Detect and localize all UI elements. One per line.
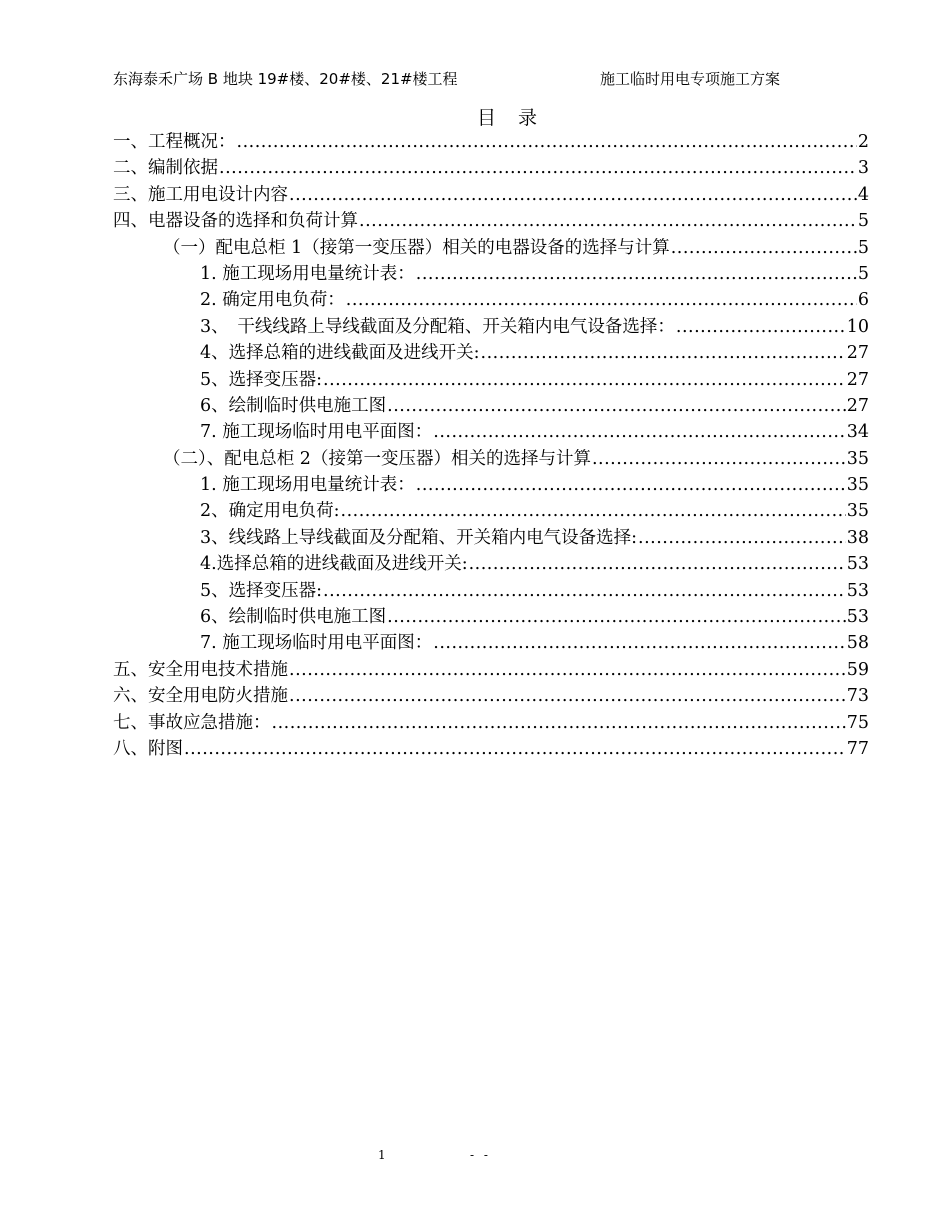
toc-entry[interactable] — [113, 683, 869, 709]
toc-entry-title: 2. 确定用电负荷： — [200, 290, 345, 311]
toc-entry-title: 四、电器设备的选择和负荷计算 — [113, 211, 358, 232]
toc-dot-leader — [219, 155, 857, 181]
toc-entry-page-number: 59 — [846, 659, 869, 680]
toc-entry[interactable] — [113, 261, 869, 287]
toc-entry[interactable] — [113, 393, 869, 419]
toc-entry-page-number: 34 — [846, 422, 869, 443]
toc-entry[interactable] — [113, 578, 869, 604]
toc-entry-page-number: 10 — [846, 316, 869, 337]
toc-dot-leader — [433, 419, 845, 445]
toc-dot-leader — [676, 314, 846, 340]
toc-entry-title: 五、安全用电技术措施 — [113, 659, 288, 680]
toc-dot-leader — [416, 472, 846, 498]
toc-dot-leader — [592, 446, 846, 472]
toc-dot-leader — [323, 578, 846, 604]
toc-entry-title: 6、绘制临时供电施工图 — [200, 607, 387, 628]
toc-dot-leader — [469, 551, 846, 577]
toc-entry-page-number: 6 — [857, 290, 869, 311]
toc-entry-page-number: 5 — [857, 263, 869, 284]
footer-page-number: 1 — [378, 1148, 386, 1162]
header-document-name: 施工临时用电专项施工方案 — [600, 70, 781, 88]
toc-entry[interactable] — [113, 630, 869, 656]
toc-entry[interactable] — [113, 340, 869, 366]
toc-entry[interactable] — [113, 367, 869, 393]
toc-entry-title: 二、编制依据 — [113, 158, 218, 179]
toc-entry[interactable] — [113, 525, 869, 551]
toc-dot-leader — [289, 657, 846, 683]
page-header — [113, 68, 813, 90]
toc-entry[interactable] — [113, 657, 869, 683]
toc-entry[interactable] — [113, 235, 869, 261]
toc-entry-title: 一、工程概况： — [113, 132, 236, 152]
toc-dot-leader — [416, 261, 857, 287]
toc-entry-page-number: 73 — [846, 686, 869, 707]
toc-entry-page-number: 35 — [846, 475, 869, 496]
toc-entry-page-number: 53 — [846, 554, 869, 575]
toc-dot-leader — [346, 287, 857, 313]
toc-entry-page-number: 27 — [846, 343, 869, 364]
toc-entry-title: 5、选择变压器: — [200, 369, 323, 390]
toc-entry[interactable] — [113, 419, 869, 445]
toc-dot-leader — [481, 340, 846, 366]
toc-dot-leader — [638, 525, 846, 551]
toc-dot-leader — [237, 129, 857, 155]
toc-dot-leader — [184, 736, 846, 762]
toc-dot-leader — [323, 367, 846, 393]
toc-entry[interactable] — [113, 604, 869, 630]
toc-entry[interactable] — [113, 551, 869, 577]
toc-entry[interactable] — [113, 498, 869, 524]
toc-entry-page-number: 53 — [846, 580, 869, 601]
toc-entry[interactable] — [113, 314, 869, 340]
toc-dot-leader — [289, 683, 846, 709]
toc-entry-page-number: 38 — [846, 527, 869, 548]
toc-entry[interactable] — [113, 208, 869, 234]
toc-entry-page-number: 53 — [846, 607, 869, 628]
toc-entry-title: 1. 施工现场用电量统计表： — [200, 263, 415, 284]
toc-entry[interactable] — [113, 155, 869, 181]
toc-entry-title: 七、事故应急措施： — [113, 712, 271, 733]
toc-entry-page-number: 35 — [846, 448, 869, 469]
toc-entry-page-number: 2 — [857, 132, 869, 152]
toc-entry-title: 1. 施工现场用电量统计表： — [200, 475, 415, 496]
toc-title: 目 录 — [476, 107, 546, 129]
toc-entry-title: 2、确定用电负荷: — [200, 501, 340, 522]
toc-entry-title: 六、安全用电防火措施 — [113, 686, 288, 707]
table-of-contents — [113, 129, 869, 762]
toc-dot-leader — [433, 630, 845, 656]
toc-entry-page-number: 75 — [846, 712, 869, 733]
toc-entry-title: 6、绘制临时供电施工图 — [200, 395, 387, 416]
toc-entry-page-number: 35 — [846, 501, 869, 522]
toc-entry-page-number: 77 — [846, 738, 869, 759]
toc-entry-title: 7. 施工现场临时用电平面图： — [200, 422, 433, 443]
toc-entry[interactable] — [113, 182, 869, 208]
toc-entry-title: 7. 施工现场临时用电平面图： — [200, 633, 433, 654]
toc-dot-leader — [359, 208, 857, 234]
toc-dot-leader — [341, 498, 846, 524]
toc-entry[interactable] — [113, 287, 869, 313]
toc-dot-leader — [289, 182, 857, 208]
toc-entry[interactable] — [113, 472, 869, 498]
toc-dot-leader — [272, 710, 846, 736]
page-footer — [0, 1148, 950, 1168]
toc-entry-title: 3、线线路上导线截面及分配箱、开关箱内电气设备选择: — [200, 527, 638, 548]
toc-entry-page-number: 5 — [857, 237, 869, 258]
toc-dot-leader — [387, 393, 846, 419]
toc-entry-title: 4、选择总箱的进线截面及进线开关: — [200, 343, 480, 364]
toc-entry-title: 5、选择变压器: — [200, 580, 323, 601]
toc-entry-title: 4.选择总箱的进线截面及进线开关: — [200, 554, 468, 575]
toc-entry-title: 三、施工用电设计内容 — [113, 184, 288, 205]
toc-entry-page-number: 4 — [857, 184, 869, 205]
toc-entry[interactable] — [113, 129, 869, 155]
toc-entry[interactable] — [113, 446, 869, 472]
toc-entry[interactable] — [113, 736, 869, 762]
toc-entry[interactable] — [113, 710, 869, 736]
toc-entry-page-number: 5 — [857, 211, 869, 232]
header-project-name: 东海泰禾广场 B 地块 19#楼、20#楼、21#楼工程 — [113, 70, 458, 88]
toc-entry-title: （一）配电总柜 1（接第一变压器）相关的电器设备的选择与计算 — [163, 237, 670, 258]
toc-dot-leader — [387, 604, 846, 630]
footer-mark: - - — [470, 1148, 491, 1162]
toc-entry-title: 八、附图 — [113, 738, 183, 759]
toc-dot-leader — [671, 235, 857, 261]
toc-entry-title: 3、 干线线路上导线截面及分配箱、开关箱内电气设备选择： — [200, 316, 675, 337]
toc-entry-page-number: 3 — [857, 158, 869, 179]
toc-entry-page-number: 27 — [846, 395, 869, 416]
toc-entry-title: （二）、配电总柜 2（接第一变压器）相关的选择与计算 — [163, 448, 591, 469]
toc-entry-page-number: 27 — [846, 369, 869, 390]
toc-entry-page-number: 58 — [846, 633, 869, 654]
